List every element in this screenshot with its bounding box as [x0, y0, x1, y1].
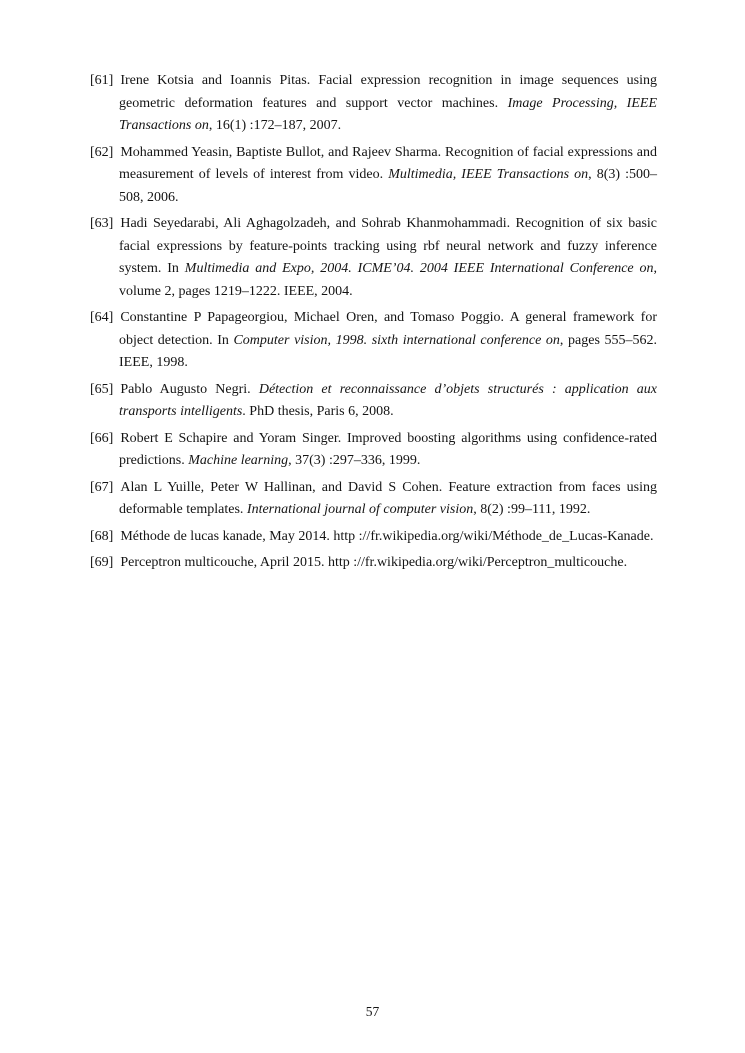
reference-text: Pablo Augusto Negri. Détection et reconnaissance d’objets structurés : application aux transports intelligents. PhD thesis, Paris 6, 2008.	[119, 381, 657, 419]
reference-item	[90, 428, 657, 473]
reference-label: [68]	[90, 528, 114, 544]
reference-item	[90, 70, 657, 138]
reference-label: [61]	[90, 73, 114, 88]
reference-list	[90, 70, 657, 579]
reference-text: Mohammed Yeasin, Baptiste Bullot, and Rajeev Sharma. Recognition of facial expressions and measurement of levels of interest from video. Multimedia, IEEE Transactions on, 8(3) :500–508, 2006.	[119, 144, 658, 205]
reference-text: Constantine P Papageorgiou, Michael Oren, and Tomaso Poggio. A general framework for object detection. In Computer vision, 1998. sixth international conference on, pages 555–562. IEEE, 1998.	[119, 310, 657, 370]
reference-text: Méthode de lucas kanade, May 2014. http ://fr.wikipedia.org/wiki/Méthode_de_Lucas-Kanade.	[120, 528, 654, 544]
reference-label: [67]	[90, 479, 114, 495]
reference-text: Irene Kotsia and Ioannis Pitas. Facial expression recognition in image sequences using geometric deformation features and support vector machines. Image Processing, IEEE Transactions on, 16(1) :172–187, 2007.	[119, 73, 658, 133]
reference-item	[90, 552, 657, 575]
page-number: 57	[365, 1004, 380, 1019]
reference-item	[90, 142, 657, 210]
reference-item	[90, 477, 657, 522]
reference-item	[90, 213, 657, 303]
reference-item	[90, 379, 657, 424]
reference-label: [63]	[90, 216, 114, 231]
reference-item	[90, 307, 657, 375]
reference-label: [65]	[90, 381, 114, 397]
reference-text: Perceptron multicouche, April 2015. http ://fr.wikipedia.org/wiki/Perceptron_multicouche.	[120, 555, 628, 570]
reference-label: [62]	[90, 144, 114, 160]
reference-text: Alan L Yuille, Peter W Hallinan, and David S Cohen. Feature extraction from faces using deformable templates. International journal of computer vision, 8(2) :99–111, 1992.	[119, 479, 657, 517]
reference-label: [64]	[90, 310, 114, 325]
reference-label: [66]	[90, 430, 114, 446]
reference-item	[90, 526, 657, 549]
reference-text: Hadi Seyedarabi, Ali Aghagolzadeh, and Sohrab Khanmohammadi. Recognition of six basic facial expressions by feature-points tracking using rbf neural network and fuzzy inference system. In Multimedia and Expo, 2004. ICME’04. 2004 IEEE International Conference on, volume 2, pages 1219–1222. IEEE, 2004.	[119, 216, 657, 299]
reference-label: [69]	[90, 555, 114, 570]
reference-text: Robert E Schapire and Yoram Singer. Improved boosting algorithms using confidence-rated predictions. Machine learning, 37(3) :297–336, 1999.	[119, 430, 657, 468]
